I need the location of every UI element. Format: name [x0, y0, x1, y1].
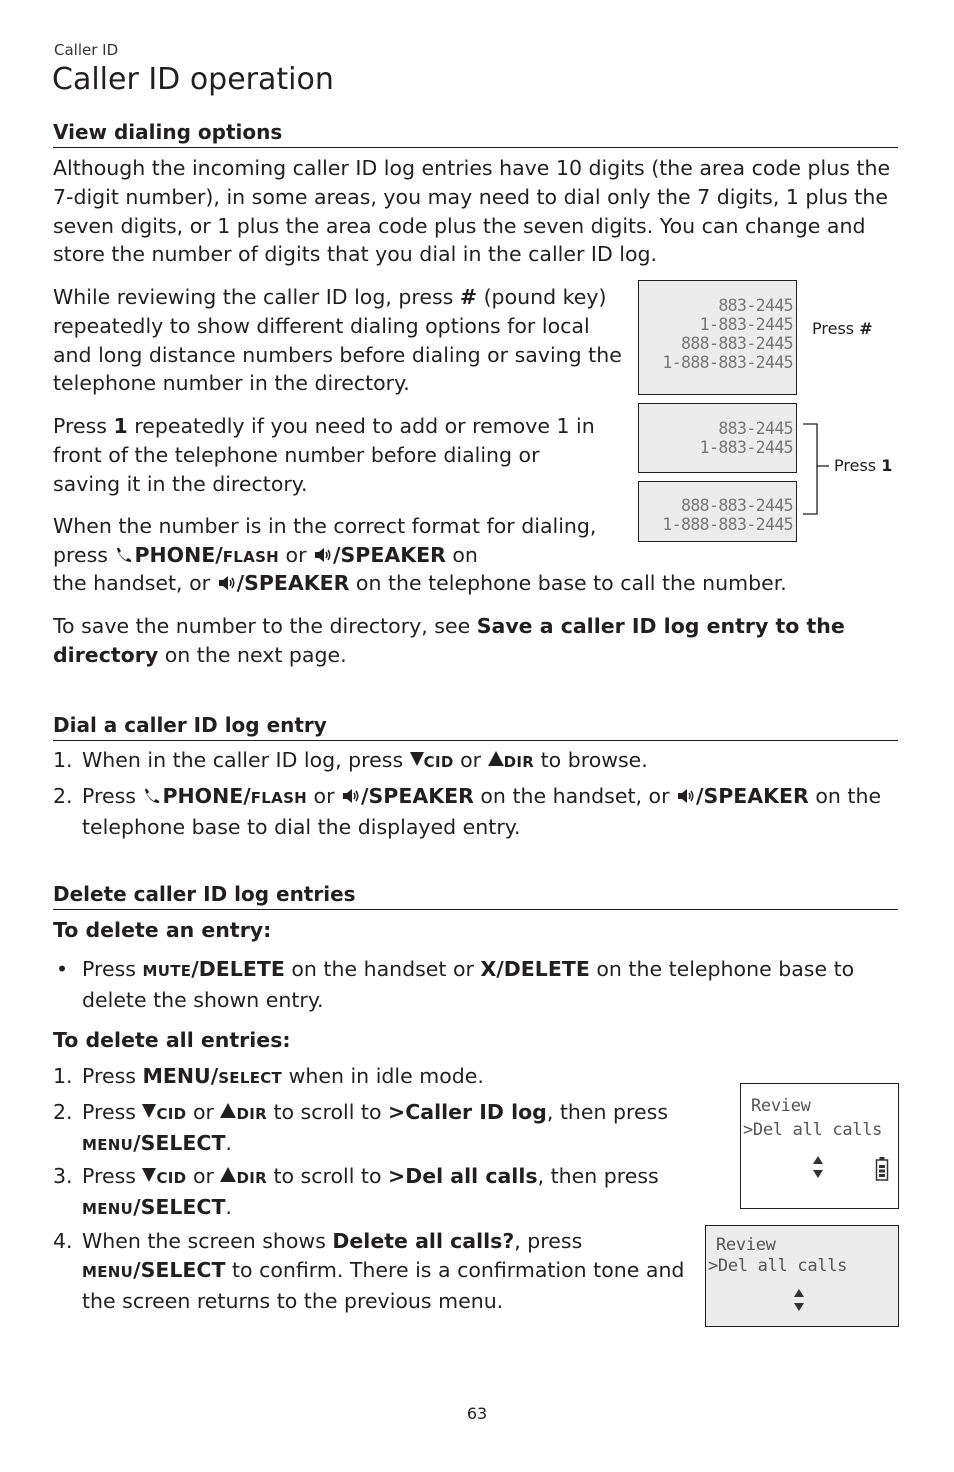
delete-step-3: 3. Press CID or DIR to scroll to >Del all calls, then press MENU/SELECT.	[53, 1164, 659, 1219]
subheading-delete-all: To delete all entries:	[53, 1028, 291, 1052]
cross-reference-link[interactable]: Save a caller ID log entry to the directory	[53, 614, 845, 667]
lcd-screen-long-distance	[638, 481, 797, 542]
press-pound-label: Press #	[812, 319, 873, 338]
phone-icon	[114, 545, 134, 565]
page-number: 63	[466, 1404, 488, 1423]
lcd-line: Review	[716, 1235, 776, 1255]
breadcrumb: Caller ID	[54, 41, 119, 59]
press-one-label: Press 1	[834, 456, 893, 475]
section-heading-delete: Delete caller ID log entries	[53, 882, 898, 910]
lcd-line: 888-883-2445	[680, 334, 793, 353]
speaker-icon	[341, 786, 361, 806]
lcd-line: 883-2445	[718, 419, 793, 438]
speaker-icon	[313, 545, 333, 565]
lcd-line: 1-888-883-2445	[662, 515, 793, 534]
scroll-arrows-icon	[811, 1154, 825, 1180]
lcd-screen-base	[705, 1225, 899, 1327]
speaker-icon	[217, 573, 237, 593]
up-arrow-icon	[220, 1103, 236, 1118]
lcd-line: 888-883-2445	[680, 496, 793, 515]
lcd-screen-handset	[740, 1083, 899, 1209]
paragraph-save: To save the number to the directory, see Save a caller ID log entry to the directory on the next page.	[53, 614, 845, 667]
phone-icon	[142, 786, 162, 806]
lcd-line: 1-883-2445	[699, 315, 793, 334]
section-heading-view: View dialing options	[53, 120, 898, 148]
lcd-line: >Del all calls	[743, 1120, 883, 1140]
battery-icon	[875, 1156, 889, 1182]
down-arrow-icon	[410, 752, 424, 766]
paragraph-press-one: Press 1 repeatedly if you need to add or remove 1 in front of the telephone number before dialing or saving it in the directory.	[53, 414, 595, 496]
lcd-screen-local	[638, 403, 797, 473]
paragraph-dial-format-cont: the handset, or /SPEAKER on the telephone base to call the number.	[53, 571, 787, 595]
dial-step-2: 2. Press PHONE/FLASH or /SPEAKER on the handset, or /SPEAKER on the telephone base to dial the displayed entry.	[53, 784, 882, 839]
down-arrow-icon	[142, 1104, 156, 1118]
up-arrow-icon	[220, 1167, 236, 1182]
paragraph-digits: Although the incoming caller ID log entries have 10 digits (the area code plus the 7-digit number), in some areas, you may need to dial only the 7 digits, 1 plus the seven digits, or 1 plus the area code plus the seven digits. You can change and store the number of digits that you dial in the caller ID log.	[53, 156, 891, 267]
dial-step-1: 1. When in the caller ID log, press CID or DIR to browse.	[53, 748, 648, 772]
lcd-line: 883-2445	[718, 296, 793, 315]
up-arrow-icon	[488, 751, 504, 766]
paragraph-dial-format: When the number is in the correct format for dialing, press PHONE/FLASH or /SPEAKER on	[53, 514, 597, 567]
speaker-icon	[676, 786, 696, 806]
lcd-line: Review	[751, 1096, 811, 1116]
delete-step-2: 2. Press CID or DIR to scroll to >Caller ID log, then press MENU/SELECT.	[53, 1100, 669, 1155]
lcd-line: 1-888-883-2445	[662, 353, 793, 372]
lcd-line: 1-883-2445	[699, 438, 793, 457]
scroll-arrows-icon	[792, 1287, 806, 1313]
delete-entry-bullet: • Press MUTE/DELETE on the handset or X/DELETE on the telephone base to delete the shown entry.	[56, 957, 855, 1012]
delete-step-4: 4. When the screen shows Delete all calls?, press MENU/SELECT to confirm. There is a confirmation tone and the screen returns to the previous menu.	[53, 1229, 685, 1313]
delete-step-1: 1. Press MENU/SELECT when in idle mode.	[53, 1064, 484, 1088]
subheading-delete-one: To delete an entry:	[53, 918, 272, 942]
down-arrow-icon	[142, 1168, 156, 1182]
section-heading-dial: Dial a caller ID log entry	[53, 713, 898, 741]
lcd-screen-pound	[638, 280, 797, 395]
lcd-line: >Del all calls	[708, 1256, 848, 1276]
paragraph-pound: While reviewing the caller ID log, press # (pound key) repeatedly to show different dialing options for local and long distance numbers before dialing or saving the telephone number in the directory.	[53, 285, 622, 396]
page-title: Caller ID operation	[52, 62, 334, 97]
